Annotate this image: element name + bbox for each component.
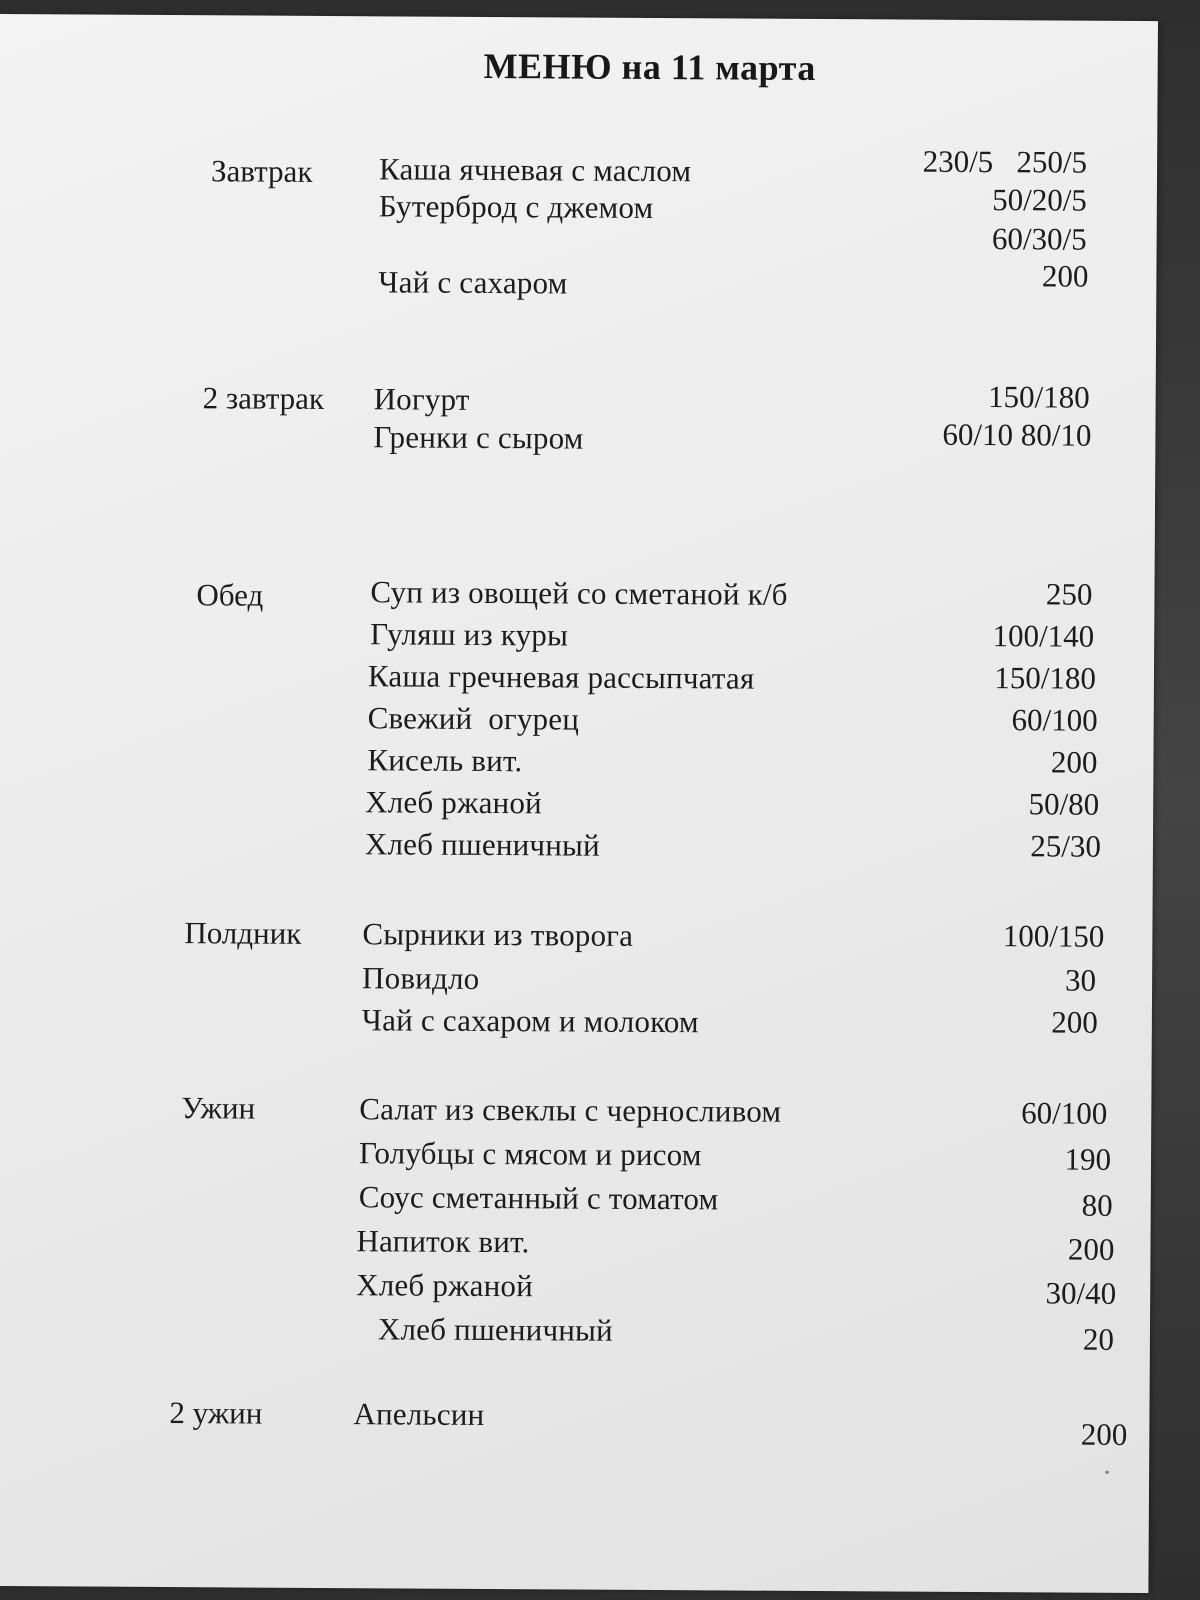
menu-item-portion: 190 (1064, 1141, 1112, 1177)
menu-item-portion: 60/100 (1021, 1095, 1108, 1131)
menu-item-portion: 30 (1065, 962, 1097, 998)
menu-sheet (0, 14, 1158, 1593)
category-label: Ужин (181, 1090, 256, 1126)
category-label: 2 завтрак (202, 380, 325, 416)
menu-item-name: Хлеб пшеничный (377, 1311, 614, 1348)
menu-item-portion: 200 (1080, 1416, 1128, 1452)
category-label: Полдник (184, 915, 302, 951)
menu-item-name: Салат из свеклы с черносливом (359, 1091, 782, 1129)
menu-item-name: Каша ячневая с маслом (378, 151, 692, 189)
menu-title: МЕНЮ на 11 марта (483, 45, 816, 88)
section-afternoon-snack (0, 914, 1152, 1040)
category-label: Обед (196, 577, 264, 613)
menu-item-portion: 200 (1051, 1004, 1098, 1040)
menu-item-name: Суп из овощей со сметаной к/б (370, 574, 788, 612)
menu-item-portion: 50/20/5 (992, 182, 1087, 218)
menu-item-name: Голубцы с мясом и рисом (358, 1135, 702, 1173)
menu-item-name: Гуляш из куры (370, 616, 569, 653)
menu-item-portion: 250 (1045, 576, 1093, 612)
menu-item-portion: 200 (1050, 744, 1098, 780)
menu-item-portion: 60/100 (1011, 702, 1098, 738)
menu-item-name: Повидло (362, 960, 480, 996)
menu-item-portion: 200 (1067, 1231, 1115, 1267)
menu-item-portion: 20 (1082, 1321, 1115, 1357)
category-label: Завтрак (210, 153, 313, 189)
menu-item-name: Чай с сахаром и молоком (361, 1002, 699, 1040)
menu-item-portion: 60/30/5 (991, 221, 1087, 257)
menu-item-name: Иогурт (373, 381, 470, 417)
category-label: 2 ужин (169, 1395, 263, 1431)
menu-item-portion: 60/10 80/10 (942, 416, 1092, 453)
menu-item-name: Хлеб ржаной (356, 1267, 534, 1304)
menu-item-portion: 100/140 (992, 618, 1095, 654)
menu-item-portion: 80 (1081, 1187, 1113, 1223)
menu-item-portion: 150/180 (994, 660, 1097, 696)
menu-item-name: Апельсин (353, 1396, 485, 1432)
section-second-breakfast (0, 369, 1156, 456)
menu-item-name: Свежий огурец (367, 700, 580, 737)
menu-item-name: Хлеб пшеничный (364, 826, 600, 863)
section-dinner (0, 1089, 1151, 1357)
section-lunch (0, 564, 1155, 864)
menu-item-name: Хлеб ржаной (365, 784, 543, 821)
menu-item-portion: 25/30 (1030, 828, 1102, 864)
menu-item-name: Чай с сахаром (378, 264, 568, 301)
menu-item-name: Кисель вит. (367, 742, 523, 779)
paper-speck (1105, 1471, 1109, 1474)
menu-item-name: Каша гречневая рассыпчатая (367, 658, 755, 696)
section-breakfast (0, 134, 1157, 301)
menu-item-name: Сырники из творога (362, 916, 634, 953)
section-second-dinner (0, 1394, 1150, 1452)
menu-item-name: Напиток вит. (356, 1223, 530, 1260)
menu-item-portion: 200 (1041, 258, 1089, 294)
menu-item-portion: 230/5 250/5 (922, 143, 1088, 180)
menu-item-portion: 30/40 (1045, 1275, 1117, 1311)
menu-item-name: Гренки с сыром (373, 419, 584, 456)
menu-item-portion: 150/180 (987, 379, 1090, 415)
menu-item-portion: 50/80 (1028, 786, 1100, 822)
menu-item-name: Соус сметанный с томатом (358, 1179, 719, 1217)
menu-item-name: Бутерброд с джемом (378, 188, 654, 225)
menu-item-portion: 100/150 (1002, 918, 1105, 954)
